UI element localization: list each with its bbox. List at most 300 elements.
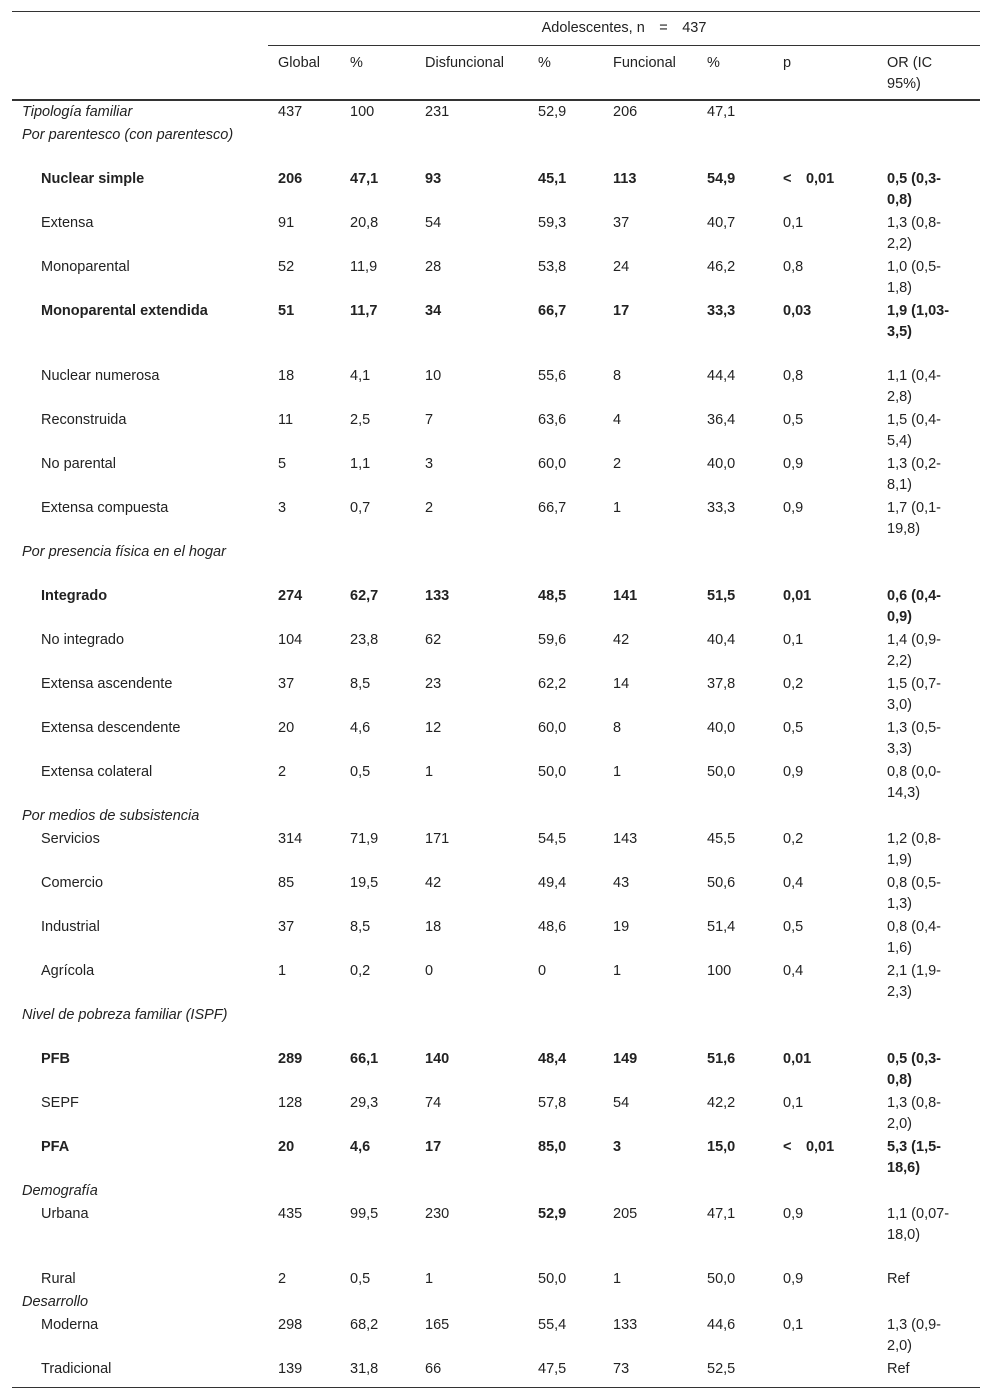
cell-fun-pct: 47,1 [707, 104, 736, 120]
row-label: Tipología familiar [22, 104, 133, 120]
empty-cell [603, 1004, 697, 1048]
cell-pct: 11,9 [350, 259, 378, 275]
cell-fun-pct: 45,5 [707, 831, 736, 847]
table-row [12, 212, 980, 256]
cell-dis-pct: 60,0 [538, 720, 567, 736]
cell-p: 0,8 [783, 368, 804, 384]
empty-cell [773, 805, 877, 828]
cell-global: 289 [278, 1051, 303, 1067]
cell-or: 5,3 (1,5-18,6) [887, 1139, 941, 1176]
cell-fun-pct: 37,8 [707, 676, 736, 692]
table-row [12, 629, 980, 673]
cell-dis-pct: 48,6 [538, 919, 567, 935]
table-row [12, 1136, 980, 1180]
row-label: Industrial [41, 919, 100, 935]
cell-fun-pct: 40,0 [707, 456, 736, 472]
table-row [12, 828, 980, 872]
cell-dis-pct: 50,0 [538, 764, 567, 780]
cell-fun: 133 [613, 1317, 638, 1333]
header-row-columns [12, 46, 980, 101]
cell-fun-pct: 50,6 [707, 875, 736, 891]
row-label: PFB [41, 1051, 70, 1067]
cell-p: 0,9 [783, 764, 804, 780]
cell-global: 18 [278, 368, 295, 384]
cell-pct: 19,5 [350, 875, 379, 891]
cell-dis: 230 [425, 1206, 450, 1222]
empty-cell [268, 805, 340, 828]
cell-dis: 17 [425, 1139, 442, 1155]
cell-fun-pct: 51,6 [707, 1051, 736, 1067]
row-label: Demografía [22, 1183, 98, 1199]
cell-pct: 8,5 [350, 919, 371, 935]
cell-fun-pct: 33,3 [707, 500, 736, 516]
cell-dis: 2 [425, 500, 434, 516]
cell-dis-pct: 62,2 [538, 676, 567, 692]
cell-fun-pct: 51,5 [707, 588, 736, 604]
cell-or: 1,3 (0,9-2,0) [887, 1317, 941, 1354]
empty-cell [415, 541, 528, 585]
row-label: Monoparental extendida [41, 303, 208, 319]
table-body [12, 100, 980, 1388]
row-label: Urbana [41, 1206, 89, 1222]
cell-global: 20 [278, 720, 295, 736]
empty-cell [340, 124, 415, 168]
cell-dis-pct: 49,4 [538, 875, 567, 891]
empty-cell [603, 124, 697, 168]
cell-pct: 29,3 [350, 1095, 379, 1111]
cell-fun: 1 [613, 764, 622, 780]
cell-dis: 54 [425, 215, 442, 231]
cell-fun: 42 [613, 632, 630, 648]
table-row [12, 1358, 980, 1388]
cell-or: 1,3 (0,8-2,2) [887, 215, 941, 252]
cell-dis-pct: 0 [538, 963, 547, 979]
cell-pct: 0,7 [350, 500, 371, 516]
cell-p: 0,2 [783, 831, 804, 847]
empty-cell [603, 1291, 697, 1314]
cell-dis: 10 [425, 368, 442, 384]
row-label: Agrícola [41, 963, 95, 979]
category-row [12, 124, 980, 168]
empty-cell [697, 1180, 773, 1203]
row-label: Integrado [41, 588, 108, 604]
row-label: Por presencia física en el hogar [22, 544, 226, 560]
cell-dis: 23 [425, 676, 442, 692]
cell-global: 37 [278, 919, 295, 935]
cell-fun: 19 [613, 919, 630, 935]
empty-cell [603, 541, 697, 585]
row-label: Extensa compuesta [41, 500, 169, 516]
cell-dis-pct: 52,9 [538, 1206, 567, 1222]
empty-cell [415, 1004, 528, 1048]
cell-fun-pct: 42,2 [707, 1095, 736, 1111]
empty-cell [415, 1291, 528, 1314]
empty-cell [528, 1291, 603, 1314]
category-row [12, 805, 980, 828]
cell-global: 298 [278, 1317, 303, 1333]
cell-fun: 17 [613, 303, 630, 319]
cell-pct: 4,6 [350, 1139, 371, 1155]
cell-or: 1,3 (0,2-8,1) [887, 456, 941, 493]
cell-p: < 0,01 [783, 1139, 835, 1155]
cell-p: 0,01 [783, 588, 812, 604]
cell-fun: 1 [613, 1271, 622, 1287]
table-row [12, 960, 980, 1004]
cell-dis-pct: 63,6 [538, 412, 567, 428]
cell-fun: 43 [613, 875, 630, 891]
cell-p: 0,1 [783, 632, 804, 648]
cell-or: 1,3 (0,8-2,0) [887, 1095, 941, 1132]
cell-p: 0,5 [783, 412, 804, 428]
cell-p: 0,1 [783, 1317, 804, 1333]
row-label: Desarrollo [22, 1294, 89, 1310]
header-row-group [12, 12, 980, 46]
cell-dis: 28 [425, 259, 442, 275]
empty-cell [340, 1180, 415, 1203]
table-row [12, 1092, 980, 1136]
cell-pct: 0,5 [350, 764, 371, 780]
table-row [12, 100, 980, 124]
cell-p: 0,5 [783, 919, 804, 935]
cell-p: 0,8 [783, 259, 804, 275]
cell-or: 1,3 (0,5-3,3) [887, 720, 941, 757]
cell-fun: 54 [613, 1095, 630, 1111]
table-row [12, 1048, 980, 1092]
cell-fun: 143 [613, 831, 638, 847]
cell-fun: 3 [613, 1139, 622, 1155]
cell-or: 1,5 (0,7-3,0) [887, 676, 941, 713]
cell-or: 0,8 (0,5-1,3) [887, 875, 941, 912]
cell-pct: 99,5 [350, 1206, 379, 1222]
cell-pct: 4,1 [350, 368, 371, 384]
col-header-funcional: Funcional [603, 46, 697, 101]
cell-global: 91 [278, 215, 295, 231]
cell-dis: 165 [425, 1317, 450, 1333]
cell-dis: 62 [425, 632, 442, 648]
cell-global: 52 [278, 259, 295, 275]
cell-dis-pct: 50,0 [538, 1271, 567, 1287]
row-label: Por medios de subsistencia [22, 808, 200, 824]
cell-fun-pct: 44,4 [707, 368, 736, 384]
cell-dis-pct: 48,4 [538, 1051, 567, 1067]
table-row [12, 585, 980, 629]
cell-or: 1,7 (0,1-19,8) [887, 500, 941, 537]
cell-pct: 11,7 [350, 303, 378, 319]
cell-or: Ref [887, 1271, 910, 1287]
empty-cell [528, 1180, 603, 1203]
row-label: Extensa [41, 215, 94, 231]
table-row [12, 409, 980, 453]
cell-dis: 140 [425, 1051, 450, 1067]
cell-dis-pct: 45,1 [538, 171, 567, 187]
cell-or: 1,5 (0,4-5,4) [887, 412, 941, 449]
cell-dis: 3 [425, 456, 434, 472]
row-label: SEPF [41, 1095, 79, 1111]
cell-dis-pct: 57,8 [538, 1095, 567, 1111]
cell-global: 2 [278, 1271, 287, 1287]
cell-fun: 1 [613, 500, 622, 516]
row-label: Nuclear numerosa [41, 368, 160, 384]
cell-or: 0,6 (0,4-0,9) [887, 588, 941, 625]
cell-or: 0,5 (0,3-0,8) [887, 171, 941, 208]
cell-fun: 14 [613, 676, 630, 692]
row-label: Nivel de pobreza familiar (ISPF) [22, 1007, 228, 1023]
cell-p: 0,9 [783, 1206, 804, 1222]
cell-fun-pct: 40,4 [707, 632, 736, 648]
cell-pct: 20,8 [350, 215, 379, 231]
empty-cell [268, 1004, 340, 1048]
empty-cell [773, 124, 877, 168]
cell-pct: 1,1 [350, 456, 371, 472]
cell-fun: 1 [613, 963, 622, 979]
empty-cell [697, 805, 773, 828]
cell-pct: 0,5 [350, 1271, 371, 1287]
row-label: Comercio [41, 875, 104, 891]
cell-pct: 68,2 [350, 1317, 379, 1333]
cell-or: 1,4 (0,9-2,2) [887, 632, 941, 669]
results-table [12, 11, 980, 1388]
col-header-or: OR (IC 95%) [877, 46, 980, 101]
category-row [12, 1291, 980, 1314]
table-row [12, 1314, 980, 1358]
empty-cell [415, 1180, 528, 1203]
cell-or: 0,8 (0,0-14,3) [887, 764, 941, 801]
cell-dis-pct: 54,5 [538, 831, 567, 847]
cell-fun-pct: 40,7 [707, 215, 736, 231]
cell-fun-pct: 47,1 [707, 1206, 736, 1222]
cell-fun-pct: 50,0 [707, 1271, 736, 1287]
cell-global: 206 [278, 171, 303, 187]
cell-pct: 2,5 [350, 412, 371, 428]
empty-cell [268, 1180, 340, 1203]
cell-global: 20 [278, 1139, 295, 1155]
cell-fun-pct: 100 [707, 963, 732, 979]
col-header-dis-pct: % [528, 46, 603, 101]
table-row [12, 365, 980, 409]
cell-p: 0,9 [783, 500, 804, 516]
table-row [12, 872, 980, 916]
cell-global: 1 [278, 963, 287, 979]
col-header-p: p [773, 46, 877, 101]
table-row [12, 717, 980, 761]
table-row [12, 916, 980, 960]
cell-fun-pct: 51,4 [707, 919, 736, 935]
table-row [12, 761, 980, 805]
cell-fun: 4 [613, 412, 622, 428]
cell-or [877, 100, 980, 124]
table-row [12, 673, 980, 717]
cell-dis: 34 [425, 303, 442, 319]
cell-fun-pct: 50,0 [707, 764, 736, 780]
row-label: Extensa ascendente [41, 676, 173, 692]
cell-dis-pct: 55,4 [538, 1317, 567, 1333]
cell-fun: 8 [613, 720, 622, 736]
empty-cell [877, 1004, 980, 1048]
cell-pct: 71,9 [350, 831, 379, 847]
cell-p: < 0,01 [783, 171, 835, 187]
cell-fun: 8 [613, 368, 622, 384]
cell-p: 0,1 [783, 215, 804, 231]
empty-cell [340, 541, 415, 585]
cell-dis: 66 [415, 1358, 528, 1388]
empty-cell [773, 1180, 877, 1203]
empty-cell [340, 1291, 415, 1314]
col-header-pct: % [340, 46, 415, 101]
cell-or: 1,9 (1,03-3,5) [887, 303, 950, 340]
row-label: Extensa descendente [41, 720, 181, 736]
empty-cell [773, 1004, 877, 1048]
cell-global: 5 [278, 456, 287, 472]
cell-dis: 74 [425, 1095, 442, 1111]
cell-fun-pct: 46,2 [707, 259, 736, 275]
cell-p: 0,9 [783, 456, 804, 472]
category-row [12, 1004, 980, 1048]
row-label: Extensa colateral [41, 764, 153, 780]
cell-global: 139 [268, 1358, 340, 1388]
cell-p: 0,1 [783, 1095, 804, 1111]
cell-fun: 113 [613, 171, 637, 187]
cell-fun: 149 [613, 1051, 638, 1067]
cell-pct: 4,6 [350, 720, 371, 736]
cell-global: 11 [278, 412, 294, 428]
cell-or: 0,5 (0,3-0,8) [887, 1051, 941, 1088]
cell-p: 0,4 [783, 963, 804, 979]
empty-cell [697, 124, 773, 168]
cell-fun-pct: 44,6 [707, 1317, 736, 1333]
cell-p [773, 1358, 877, 1388]
cell-dis: 133 [425, 588, 450, 604]
cell-p: 0,2 [783, 676, 804, 692]
empty-cell [528, 805, 603, 828]
row-label: Moderna [41, 1317, 99, 1333]
cell-pct: 0,2 [350, 963, 371, 979]
header-empty-cell [12, 46, 268, 101]
cell-pct: 8,5 [350, 676, 371, 692]
cell-fun-pct: 52,5 [697, 1358, 773, 1388]
cell-global: 274 [278, 588, 303, 604]
col-header-disfuncional: Disfuncional [415, 46, 528, 101]
row-label: PFA [41, 1139, 70, 1155]
cell-or: 1,0 (0,5-1,8) [887, 259, 941, 296]
row-label: Monoparental [41, 259, 130, 275]
cell-dis: 42 [425, 875, 442, 891]
category-row [12, 1180, 980, 1203]
cell-pct: 62,7 [350, 588, 379, 604]
cell-fun-pct: 40,0 [707, 720, 736, 736]
cell-global: 104 [278, 632, 303, 648]
cell-fun: 37 [613, 215, 630, 231]
empty-cell [268, 124, 340, 168]
cell-p: 0,5 [783, 720, 804, 736]
cell-fun-pct: 15,0 [707, 1139, 736, 1155]
row-label: No integrado [41, 632, 125, 648]
empty-cell [697, 1291, 773, 1314]
empty-cell [340, 1004, 415, 1048]
cell-dis: 0 [425, 963, 434, 979]
empty-cell [528, 1004, 603, 1048]
cell-dis: 93 [425, 171, 442, 187]
row-label: Nuclear simple [41, 171, 145, 187]
cell-dis-pct: 47,5 [528, 1358, 603, 1388]
empty-cell [340, 805, 415, 828]
cell-dis-pct: 60,0 [538, 456, 567, 472]
cell-or: 1,2 (0,8-1,9) [887, 831, 941, 868]
cell-pct: 66,1 [350, 1051, 379, 1067]
table-row [12, 300, 980, 365]
empty-cell [528, 541, 603, 585]
row-label: Rural [41, 1271, 76, 1287]
table-row [12, 497, 980, 541]
cell-dis: 7 [425, 412, 434, 428]
cell-fun: 2 [613, 456, 622, 472]
table-row [12, 1203, 980, 1268]
empty-cell [877, 805, 980, 828]
group-header: Adolescentes, n = 437 [268, 12, 980, 46]
empty-cell [877, 1291, 980, 1314]
empty-cell [773, 1291, 877, 1314]
cell-dis: 1 [425, 764, 434, 780]
cell-p: 0,01 [783, 1051, 812, 1067]
empty-cell [415, 124, 528, 168]
cell-p: 0,4 [783, 875, 804, 891]
cell-pct: 31,8 [340, 1358, 415, 1388]
cell-dis: 12 [425, 720, 442, 736]
cell-fun: 24 [613, 259, 630, 275]
empty-cell [697, 541, 773, 585]
cell-pct: 47,1 [350, 171, 379, 187]
cell-or: Ref [877, 1358, 980, 1388]
row-label: No parental [41, 456, 116, 472]
table-row [12, 168, 980, 212]
cell-global: 314 [278, 831, 303, 847]
cell-p [773, 100, 877, 124]
cell-dis: 1 [425, 1271, 434, 1287]
cell-fun: 141 [613, 588, 638, 604]
row-label: Por parentesco (con parentesco) [22, 127, 234, 143]
cell-fun-pct: 54,9 [707, 171, 736, 187]
empty-cell [697, 1004, 773, 1048]
cell-global: 3 [278, 500, 287, 516]
row-label: Reconstruida [41, 412, 127, 428]
cell-dis-pct: 53,8 [538, 259, 567, 275]
cell-dis-pct: 52,9 [538, 104, 567, 120]
cell-dis-pct: 66,7 [538, 303, 567, 319]
empty-cell [415, 805, 528, 828]
empty-cell [268, 1291, 340, 1314]
cell-global: 37 [278, 676, 295, 692]
col-header-fun-pct: % [697, 46, 773, 101]
cell-dis-pct: 48,5 [538, 588, 567, 604]
header-empty-cell [12, 12, 268, 46]
empty-cell [877, 1180, 980, 1203]
cell-global: 85 [278, 875, 295, 891]
cell-or: 1,1 (0,07-18,0) [887, 1206, 950, 1243]
empty-cell [603, 805, 697, 828]
empty-cell [603, 1180, 697, 1203]
empty-cell [773, 541, 877, 585]
cell-pct: 23,8 [350, 632, 379, 648]
cell-dis-pct: 66,7 [538, 500, 567, 516]
cell-global: 437 [278, 104, 303, 120]
table-row [12, 1268, 980, 1291]
cell-global: 51 [278, 303, 295, 319]
cell-global: 2 [278, 764, 287, 780]
category-row [12, 541, 980, 585]
cell-dis: 18 [425, 919, 442, 935]
cell-dis-pct: 55,6 [538, 368, 567, 384]
empty-cell [268, 541, 340, 585]
cell-global: 435 [278, 1206, 303, 1222]
